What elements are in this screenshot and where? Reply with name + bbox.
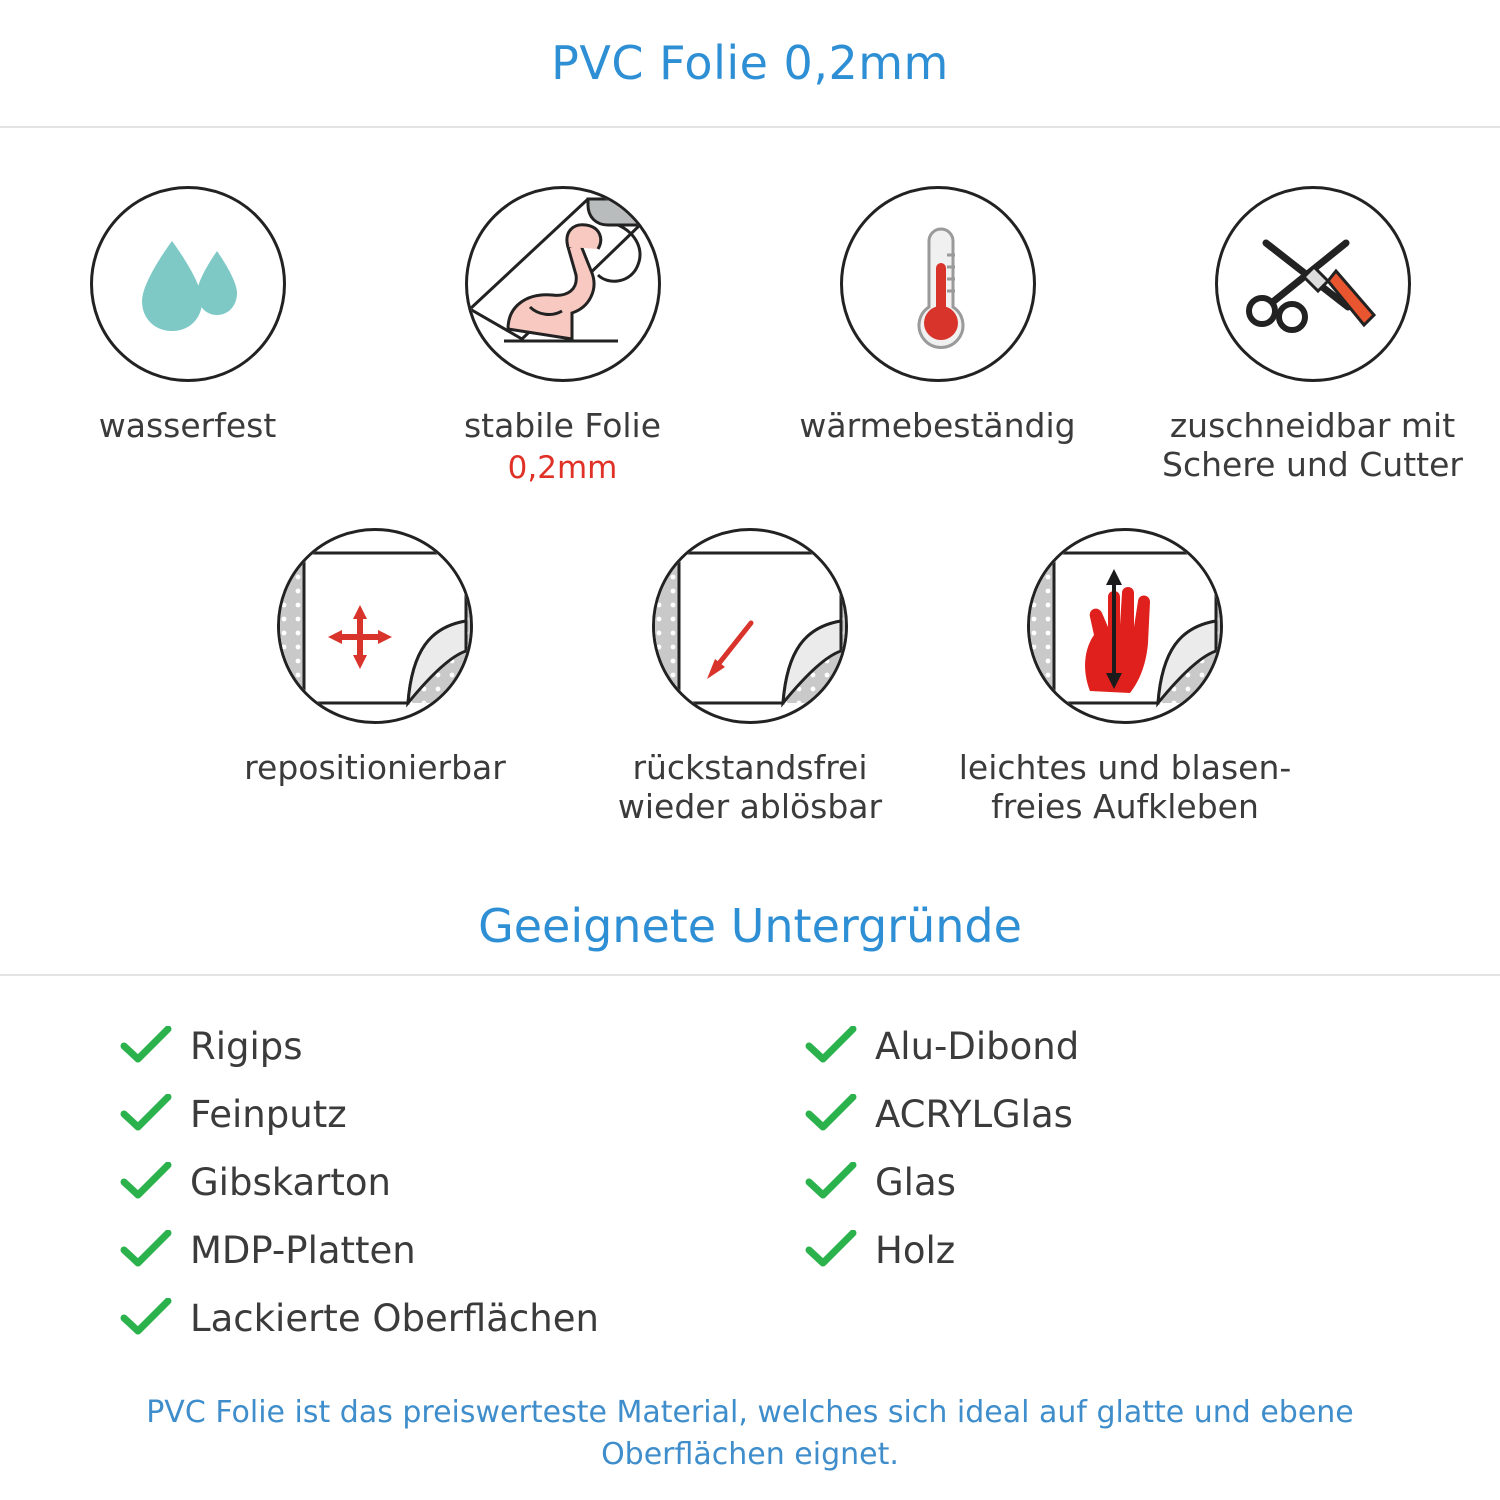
feature-rueckstandsfrei: [563, 528, 938, 826]
feature-caption: repositionierbar: [244, 748, 506, 787]
feature-wasserfest: [0, 186, 375, 488]
list-item-label: Lackierte Oberflächen: [190, 1296, 599, 1340]
list-item: [120, 1290, 695, 1346]
thermometer-icon: [840, 186, 1036, 382]
footer-note: PVC Folie ist das preiswerteste Material, welches sich ideal auf glatte und ebene Oberflächen eignet.: [146, 1395, 1354, 1472]
list-item-label: ACRYLGlas: [875, 1092, 1073, 1136]
strong-arm-film-icon: [465, 186, 661, 382]
list-item-label: Holz: [875, 1228, 956, 1272]
list-item: [120, 1222, 695, 1278]
list-item-label: Rigips: [190, 1024, 303, 1068]
feature-stabile-folie: [375, 186, 750, 488]
check-icon: [120, 1094, 172, 1134]
list-item: [120, 1018, 695, 1074]
feature-caption: zuschneidbar mit Schere und Cutter: [1162, 406, 1463, 484]
list-item: [805, 1018, 1380, 1074]
surfaces-list: [0, 976, 1500, 1358]
list-item: [805, 1154, 1380, 1210]
page-title: PVC Folie 0,2mm: [551, 36, 949, 90]
peel-off-icon: [652, 528, 848, 724]
feature-sub-label: 0,2mm: [507, 450, 618, 486]
reposition-arrows-icon: [277, 528, 473, 724]
list-item: [120, 1086, 695, 1142]
list-item-label: MDP-Platten: [190, 1228, 416, 1272]
feature-waermebestaendig: [750, 186, 1125, 488]
feature-blasenfrei: [938, 528, 1313, 826]
list-item: [805, 1086, 1380, 1142]
check-icon: [805, 1026, 857, 1066]
hand-smoothing-icon: [1027, 528, 1223, 724]
subtitle-bar: [0, 878, 1500, 976]
check-icon: [805, 1162, 857, 1202]
surfaces-column-left: [120, 1018, 695, 1358]
check-icon: [120, 1298, 172, 1338]
list-item-label: Gibskarton: [190, 1160, 391, 1204]
feature-caption: rückstandsfrei wieder ablösbar: [617, 748, 883, 826]
check-icon: [120, 1162, 172, 1202]
feature-caption: wärmebeständig: [799, 406, 1076, 445]
water-drops-icon: [90, 186, 286, 382]
feature-caption: wasserfest: [98, 406, 277, 445]
feature-caption: stabile Folie 0,2mm: [463, 406, 662, 486]
check-icon: [120, 1230, 172, 1270]
header-bar: [0, 0, 1500, 128]
list-item-label: Alu-Dibond: [875, 1024, 1080, 1068]
list-item-label: Glas: [875, 1160, 956, 1204]
feature-caption: leichtes und blasen- freies Aufkleben: [958, 748, 1292, 826]
feature-grid: [0, 128, 1500, 826]
check-icon: [120, 1026, 172, 1066]
feature-repositionierbar: [188, 528, 563, 826]
list-item: [120, 1154, 695, 1210]
subtitle: Geeignete Untergründe: [478, 899, 1022, 953]
feature-row-1: [0, 186, 1500, 488]
feature-zuschneidbar: [1125, 186, 1500, 488]
check-icon: [805, 1230, 857, 1270]
list-item-label: Feinputz: [190, 1092, 347, 1136]
surfaces-column-right: [695, 1018, 1380, 1358]
list-item: [805, 1222, 1380, 1278]
feature-row-2: [0, 528, 1500, 826]
check-icon: [805, 1094, 857, 1134]
scissors-cutter-icon: [1215, 186, 1411, 382]
